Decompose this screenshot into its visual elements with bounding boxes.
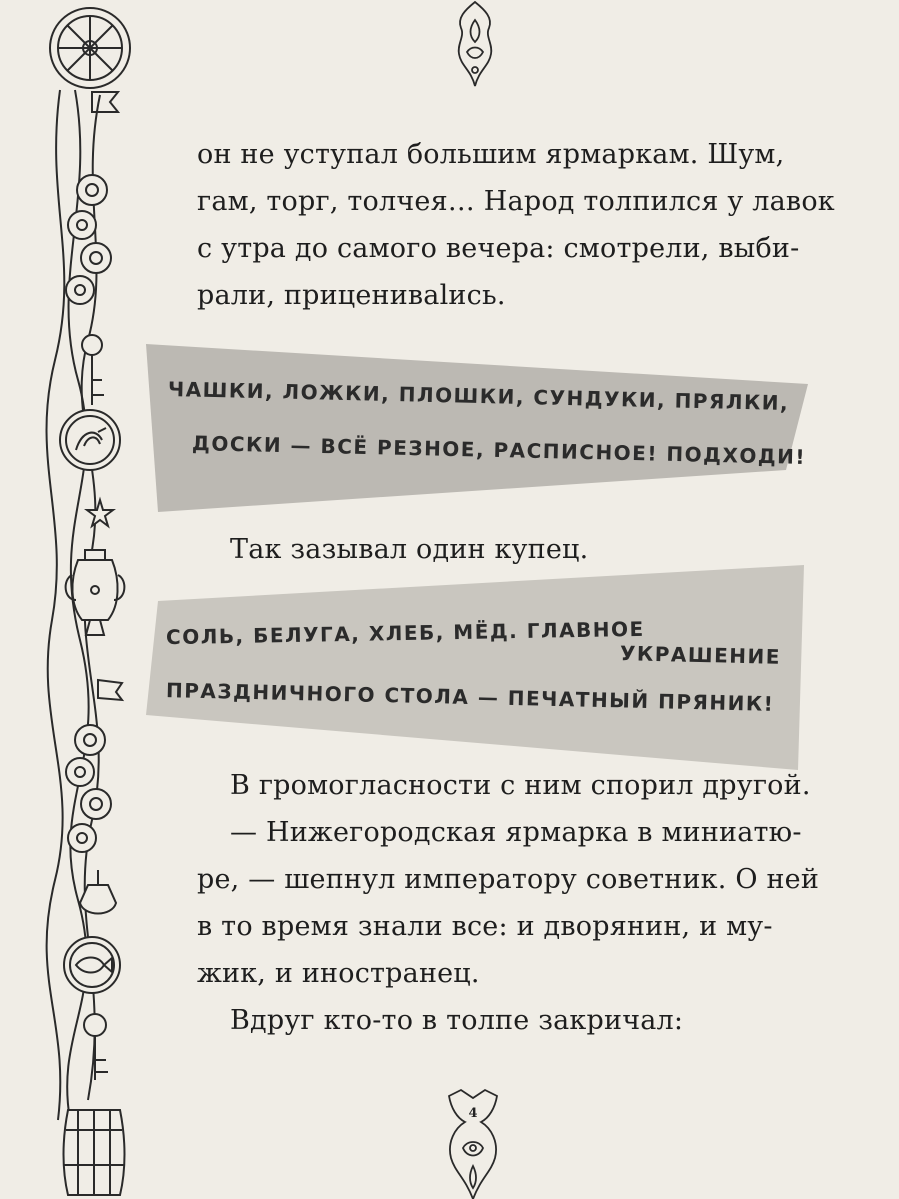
- samovar-icon: [66, 550, 125, 635]
- bottom-ornament-icon: [441, 1088, 505, 1199]
- banner-2-line-2: УКРАШЕНИЕ: [619, 641, 782, 669]
- banner-shape: [146, 565, 804, 770]
- banner-2-line-1: СОЛЬ, БЕЛУГА, ХЛЕБ, МЁД. ГЛАВНОЕ: [165, 616, 645, 650]
- text-line: гам, торг, толчея… Народ толпился у лавок: [197, 186, 835, 217]
- callout-banner-2: [146, 565, 804, 770]
- star-icon: [87, 500, 113, 526]
- banner-1-line-2: ДОСКИ — ВСЁ РЕЗНОЕ, РАСПИСНОЕ! ПОДХОДИ!: [191, 431, 807, 469]
- banner-1-line-1: ЧАШКИ, ЛОЖКИ, ПЛОШКИ, СУНДУКИ, ПРЯЛКИ,: [167, 376, 790, 416]
- text-line: с утра до самого вечера: смотрели, выби-: [197, 233, 800, 264]
- page-number: 4: [468, 1106, 478, 1121]
- text-line: он не уступал большим ярмаркам. Шум,: [197, 139, 785, 170]
- bird-medallion-icon: [60, 410, 120, 470]
- text-line: рали, прицениваlись.: [197, 280, 506, 311]
- key-lower-icon: [84, 1014, 108, 1080]
- barrel-icon: [64, 1110, 125, 1195]
- fish-medallion-icon: [64, 937, 120, 993]
- decorative-border-illustration: [40, 0, 140, 1199]
- banner-2-line-3: ПРАЗДНИЧНОГО СТОЛА — ПЕЧАТНЫЙ ПРЯНИК!: [165, 678, 775, 716]
- pennant-icon: [98, 680, 122, 700]
- callout-banner-1: [146, 344, 808, 514]
- text-line: — Нижегородская ярмарка в миниатю-: [230, 817, 802, 848]
- text-line: ре, — шепнул императору советник. О ней: [197, 864, 820, 895]
- paragraph-1: [197, 131, 835, 319]
- wheel-icon: [50, 8, 130, 88]
- banner-shape: [146, 344, 808, 514]
- key-icon: [82, 335, 104, 405]
- text-line: Вдруг кто-то в толпе закричал:: [230, 1005, 684, 1036]
- text-line: В громогласности с ним спорил другой.: [230, 770, 811, 801]
- text-line: в то время знали все: и дворянин, и му-: [197, 911, 773, 942]
- bagel-rings-lower-icon: [66, 725, 111, 852]
- paragraph-3: [197, 762, 820, 1044]
- flag-icon: [92, 92, 118, 112]
- text-line: жик, и иностранец.: [197, 958, 480, 989]
- top-ornament-icon: [447, 0, 503, 90]
- text-line: Так зазывал один купец.: [230, 534, 589, 565]
